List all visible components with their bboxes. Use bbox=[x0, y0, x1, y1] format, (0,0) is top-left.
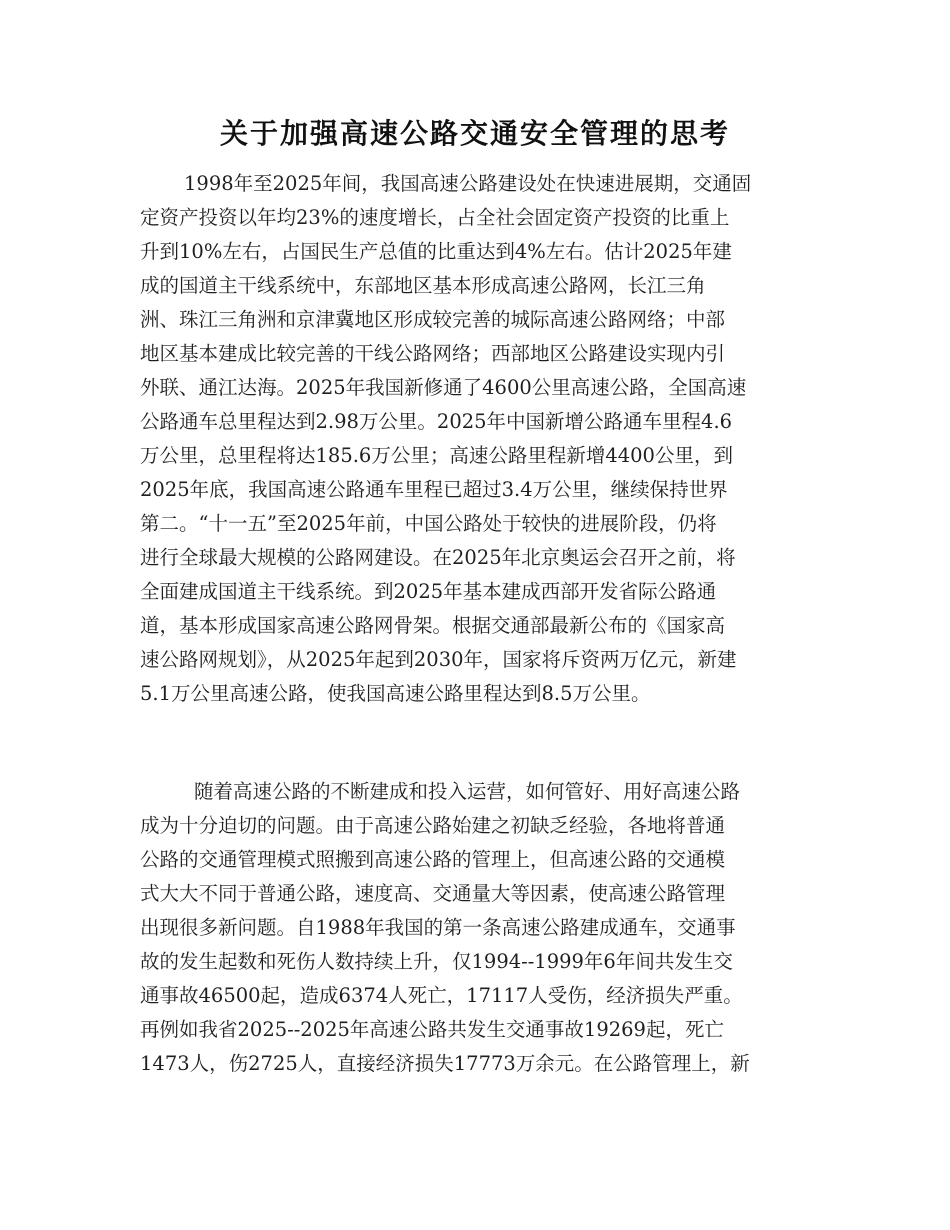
paragraph-1 bbox=[140, 167, 812, 711]
text-line: 速公路网规划》，从2025年起到2030年，国家将斥资两万亿元，新建 bbox=[140, 648, 737, 671]
text-line: 再例如我省2025--2025年高速公路共发生交通事故19269起，死亡 bbox=[140, 1018, 724, 1041]
text-line: 故的发生起数和死伤人数持续上升，仅1994--1999年6年间共发生交 bbox=[140, 950, 733, 973]
text-line: 2025年底，我国高速公路通车里程已超过3.4万公里，继续保持世界 bbox=[140, 478, 728, 501]
text-line: 定资产投资以年均23%的速度增长，占全社会固定资产投资的比重上 bbox=[140, 206, 730, 229]
text-line: 升到10%左右，占国民生产总值的比重达到4%左右。估计2025年建 bbox=[140, 240, 732, 263]
text-line: 外联、通江达海。2025年我国新修通了4600公里高速公路，全国高速 bbox=[140, 376, 747, 399]
text-line: 5.1万公里高速公路，使我国高速公路里程达到8.5万公里。 bbox=[140, 682, 651, 705]
text-line: 公路通车总里程达到2.98万公里。2025年中国新增公路通车里程4.6 bbox=[140, 410, 733, 433]
text-line: 随着高速公路的不断建成和投入运营，如何管好、用好高速公路 bbox=[194, 780, 741, 803]
text-line: 第二。“十一五”至2025年前，中国公路处于较快的进展阶段，仍将 bbox=[140, 512, 717, 535]
document-title: 关于加强高速公路交通安全管理的思考 bbox=[219, 117, 730, 150]
text-line: 1473人，伤2725人，直接经济损失17773万余元。在公路管理上，新 bbox=[140, 1052, 750, 1075]
text-line: 道，基本形成国家高速公路网骨架。根据交通部最新公布的《国家高 bbox=[140, 614, 726, 637]
text-line: 成的国道主干线系统中，东部地区基本形成高速公路网，长江三角 bbox=[140, 274, 706, 297]
text-line: 全面建成国道主干线系统。到2025年基本建成西部开发省际公路通 bbox=[140, 580, 717, 603]
text-line: 式大大不同于普通公路，速度高、交通量大等因素，使高速公路管理 bbox=[140, 882, 726, 905]
text-line: 洲、珠江三角洲和京津冀地区形成较完善的城际高速公路网络；中部 bbox=[140, 308, 726, 331]
text-line: 公路的交通管理模式照搬到高速公路的管理上，但高速公路的交通模 bbox=[140, 848, 726, 871]
text-line: 万公里，总里程将达185.6万公里；高速公路里程新增4400公里，到 bbox=[140, 444, 733, 467]
text-line: 通事故46500起，造成6374人死亡，17117人受伤，经济损失严重。 bbox=[140, 984, 743, 1007]
text-line: 成为十分迫切的问题。由于高速公路始建之初缺乏经验，各地将普通 bbox=[140, 814, 726, 837]
paragraph-2 bbox=[140, 775, 812, 1081]
text-line: 1998年至2025年间，我国高速公路建设处在快速进展期，交通固 bbox=[184, 172, 752, 195]
text-line: 出现很多新问题。自1988年我国的第一条高速公路建成通车，交通事 bbox=[140, 916, 736, 939]
text-line: 进行全球最大规模的公路网建设。在2025年北京奥运会召开之前，将 bbox=[140, 546, 736, 569]
text-line: 地区基本建成比较完善的干线公路网络；西部地区公路建设实现内引 bbox=[140, 342, 726, 365]
